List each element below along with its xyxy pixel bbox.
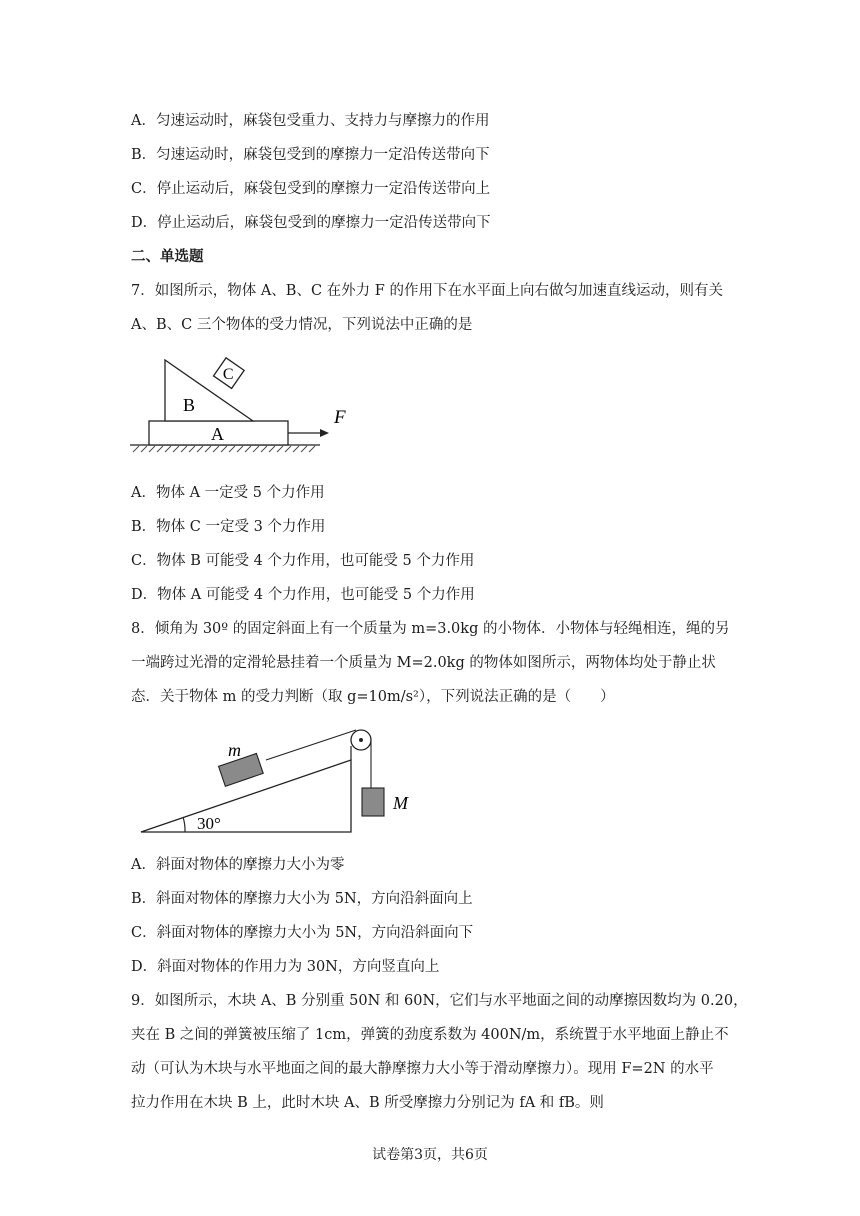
label-c: C — [222, 366, 234, 384]
block-big-m — [362, 788, 384, 816]
q7-option-b: B．物体 C 一定受 3 个力作用 — [131, 519, 326, 535]
q6-option-b: B．匀速运动时，麻袋包受到的摩擦力一定沿传送带向下 — [131, 147, 490, 163]
q8-option-b: B．斜面对物体的摩擦力大小为 5N，方向沿斜面向上 — [131, 891, 473, 907]
q7-figure — [125, 355, 360, 465]
q7-option-d: D．物体 A 可能受 4 个力作用，也可能受 5 个力作用 — [131, 587, 475, 603]
label-a: A — [211, 424, 224, 444]
q9-stem-line4: 拉力作用在木块 B 上，此时木块 A、B 所受摩擦力分别记为 fA 和 fB。则 — [131, 1095, 604, 1111]
q8-stem-line3: 态．关于物体 m 的受力判断（取 g=10m/s²），下列说法正确的是（ ） — [131, 689, 615, 705]
label-b: B — [183, 395, 196, 415]
label-big-m: M — [393, 793, 408, 813]
angle-label: 30° — [197, 814, 221, 833]
q9-stem-line1: 9．如图所示，木块 A、B 分别重 50N 和 60N，它们与水平地面之间的动摩擦因数均为 0.20， — [131, 993, 748, 1009]
q7-option-a: A．物体 A 一定受 5 个力作用 — [131, 485, 325, 501]
q8-stem-line2: 一端跨过光滑的定滑轮悬挂着一个质量为 M=2.0kg 的物体如图所示，两物体均处于静止状 — [131, 655, 716, 671]
q6-option-d: D．停止运动后，麻袋包受到的摩擦力一定沿传送带向下 — [131, 215, 491, 231]
label-m: m — [228, 740, 241, 760]
section-title: 二、单选题 — [131, 248, 204, 265]
page-footer: 试卷第3页，共6页 — [372, 1147, 488, 1163]
q7-stem-line2: A、B、C 三个物体的受力情况，下列说法中正确的是 — [131, 317, 473, 333]
q6-option-a: A．匀速运动时，麻袋包受重力、支持力与摩擦力的作用 — [131, 113, 490, 129]
q8-option-c: C．斜面对物体的摩擦力大小为 5N，方向沿斜面向下 — [131, 925, 474, 941]
q8-figure — [135, 718, 425, 838]
q7-stem-line1: 7．如图所示，物体 A、B、C 在外力 F 的作用下在水平面上向右做匀加速直线运动，则有关 — [131, 283, 723, 299]
q8-option-a: A．斜面对物体的摩擦力大小为零 — [131, 857, 345, 873]
q6-option-c: C．停止运动后，麻袋包受到的摩擦力一定沿传送带向上 — [131, 181, 491, 197]
q8-stem-line1: 8．倾角为 30º 的固定斜面上有一个质量为 m=3.0kg 的小物体．小物体与轻绳相连，绳的另 — [131, 621, 730, 637]
q9-stem-line3: 动（可认为木块与水平地面之间的最大静摩擦力大小等于滑动摩擦力）。现用 F=2N 的水平 — [131, 1061, 714, 1077]
q7-option-c: C．物体 B 可能受 4 个力作用，也可能受 5 个力作用 — [131, 553, 475, 569]
q9-stem-line2: 夹在 B 之间的弹簧被压缩了 1cm，弹簧的劲度系数为 400N/m，系统置于水平地面上静止不 — [131, 1027, 729, 1043]
q8-option-d: D．斜面对物体的作用力为 30N，方向竖直向上 — [131, 959, 440, 975]
label-f: F — [334, 407, 346, 428]
